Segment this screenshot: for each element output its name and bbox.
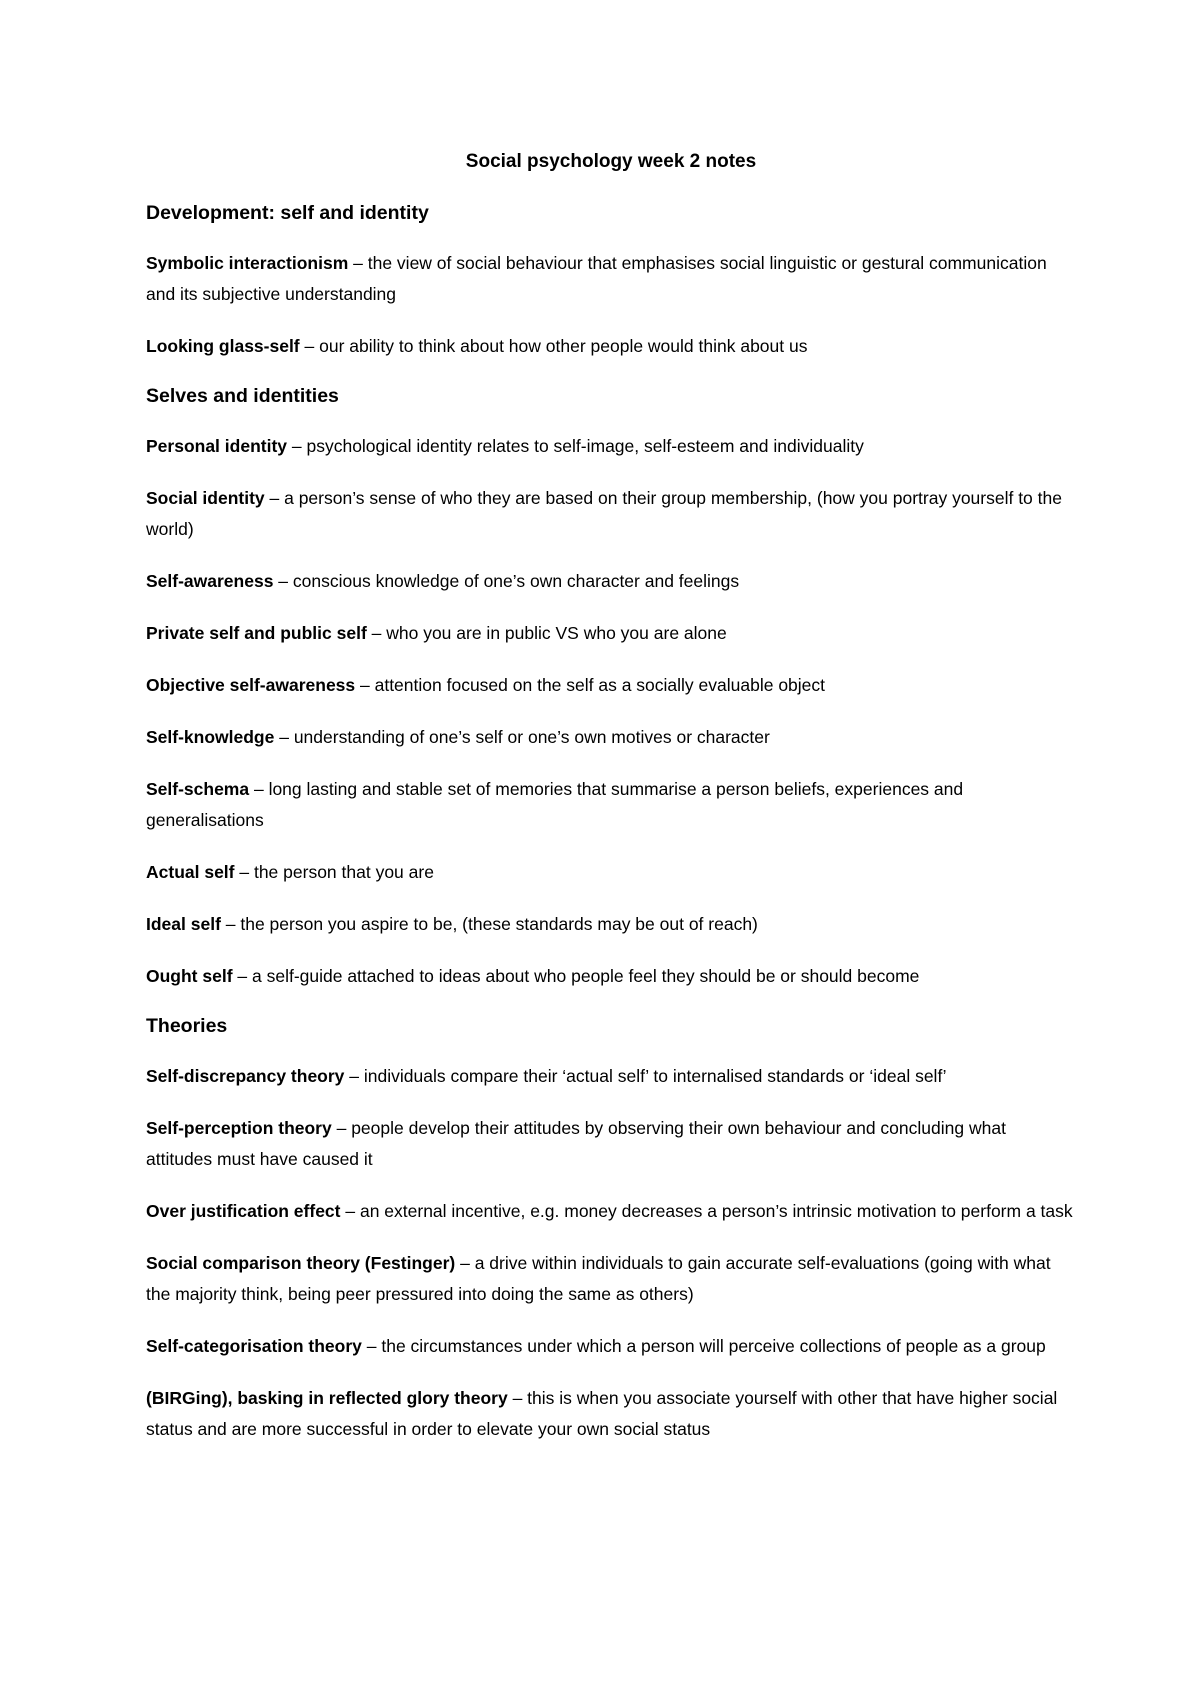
entry-term: Actual self (146, 862, 235, 882)
entry-term: Self-categorisation theory (146, 1336, 362, 1356)
definition-entry (146, 331, 1076, 362)
entry-term: Over justification effect (146, 1201, 341, 1221)
definition-entry (146, 774, 1076, 836)
entry-term: Symbolic interactionism (146, 253, 349, 273)
definition-entry (146, 961, 1076, 992)
entry-term: Personal identity (146, 436, 288, 456)
entry-definition: – psychological identity relates to self-image, self-esteem and individuality (287, 436, 864, 456)
entry-term: Self-knowledge (146, 727, 275, 747)
section-heading: Development: self and identity (146, 202, 429, 224)
entry-term: Self-discrepancy theory (146, 1066, 345, 1086)
entry-definition: – individuals compare their ‘actual self’ to internalised standards or ‘ideal self’ (344, 1066, 947, 1086)
definition-entry (146, 1248, 1076, 1310)
entry-definition: – the view of social behaviour that emphasises social linguistic or gestural communication and its subjective understanding (146, 253, 1047, 304)
entry-term: Ideal self (146, 914, 221, 934)
entry-definition: – a drive within individuals to gain accurate self-evaluations (going with what the majority think, being peer pressured into doing the same as others) (146, 1253, 1051, 1304)
entry-definition: – people develop their attitudes by observing their own behaviour and concluding what attitudes must have caused it (146, 1118, 1006, 1169)
entry-definition: – attention focused on the self as a socially evaluable object (355, 675, 826, 695)
entry-definition: – who you are in public VS who you are alone (366, 623, 727, 643)
entry-term: Self-awareness (146, 571, 274, 591)
entry-term: Self-schema (146, 779, 250, 799)
entry-definition: – an external incentive, e.g. money decreases a person’s intrinsic motivation to perform a task (340, 1201, 1073, 1221)
definition-entry (146, 909, 1076, 940)
entry-definition: – a self-guide attached to ideas about who people feel they should be or should become (232, 966, 920, 986)
entry-definition: – a person’s sense of who they are based on their group membership, (how you portray yourself to the world) (146, 488, 1062, 539)
definition-entry (146, 618, 1076, 649)
definition-entry (146, 248, 1076, 310)
definition-entry (146, 431, 1076, 462)
entry-term: Social comparison theory (Festinger) (146, 1253, 456, 1273)
section-heading: Theories (146, 1015, 228, 1037)
entry-definition: – our ability to think about how other people would think about us (299, 336, 808, 356)
definition-entry (146, 566, 1076, 597)
entry-term: Looking glass-self (146, 336, 300, 356)
entry-term: Private self and public self (146, 623, 367, 643)
document-body (146, 150, 1076, 1466)
entry-term: Ought self (146, 966, 233, 986)
document-title: Social psychology week 2 notes (465, 151, 757, 172)
definition-entry (146, 483, 1076, 545)
entry-term: Self-perception theory (146, 1118, 332, 1138)
entry-definition: – conscious knowledge of one’s own character and feelings (273, 571, 740, 591)
definition-entry (146, 722, 1076, 753)
definition-entry (146, 857, 1076, 888)
definition-entry (146, 1331, 1076, 1362)
entry-definition: – understanding of one’s self or one’s own motives or character (274, 727, 770, 747)
section-heading: Selves and identities (146, 385, 339, 407)
definition-entry (146, 1113, 1076, 1175)
entry-definition: – this is when you associate yourself with other that have higher social status and are more successful in order to elevate your own social status (146, 1388, 1058, 1439)
entry-term: Objective self-awareness (146, 675, 356, 695)
definition-entry (146, 1196, 1076, 1227)
entry-term: (BIRGing), basking in reflected glory theory (146, 1388, 508, 1408)
entry-definition: – long lasting and stable set of memories that summarise a person beliefs, experiences and generalisations (146, 779, 964, 830)
definition-entry (146, 1383, 1076, 1445)
definition-entry (146, 670, 1076, 701)
entry-definition: – the circumstances under which a person will perceive collections of people as a group (361, 1336, 1046, 1356)
definition-entry (146, 1061, 1076, 1092)
entry-term: Social identity (146, 488, 265, 508)
entry-definition: – the person you aspire to be, (these standards may be out of reach) (220, 914, 758, 934)
entry-definition: – the person that you are (234, 862, 434, 882)
